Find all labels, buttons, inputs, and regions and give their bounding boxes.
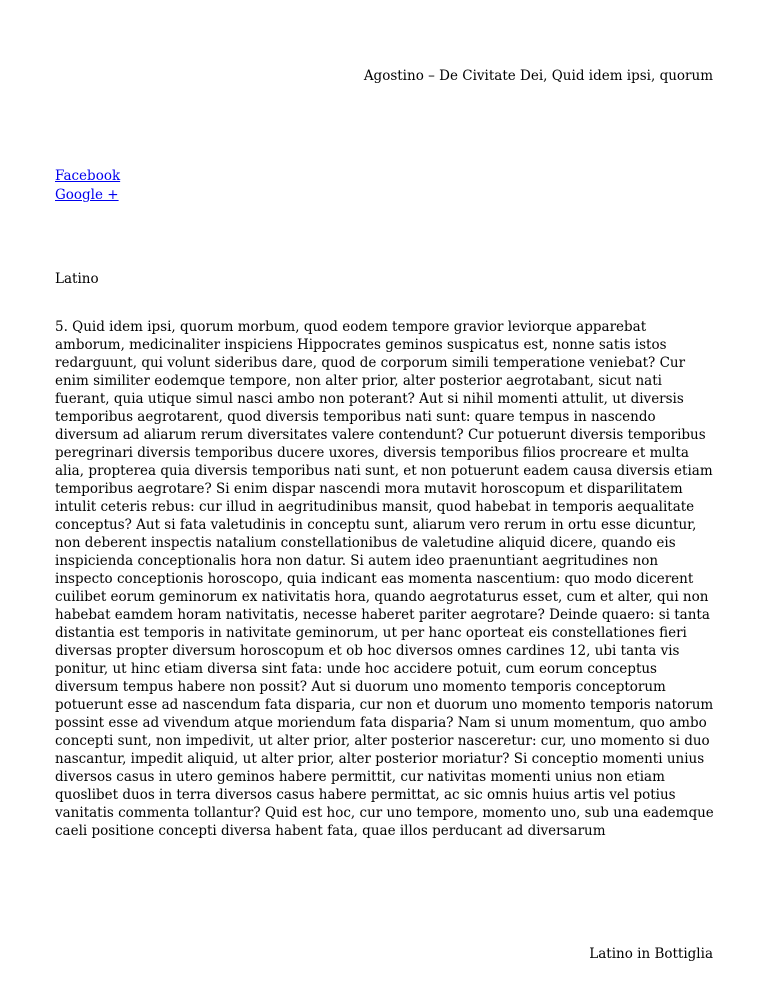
page-footer: Latino in Bottiglia bbox=[589, 946, 713, 962]
facebook-link[interactable]: Facebook bbox=[55, 168, 121, 184]
share-links bbox=[55, 167, 120, 205]
google-plus-link[interactable]: Google + bbox=[55, 187, 119, 203]
body-text: 5. Quid idem ipsi, quorum morbum, quod eodem tempore gravior leviorque apparebat amborum, medicinaliter inspiciens Hippocrates geminos suspicatus est, nonne satis istos redarguunt, qui volunt sideribus dare, quod de corporum simili temperatione veniebat? Cur enim similiter eodemque tempore, non alter prior, alter posterior aegrotabant, sicut nati fuerant, quia utique simul nasci ambo non poterant? Aut si nihil momenti attulit, ut diversis temporibus aegrotarent, quod diversis temporibus nati sunt: quare tempus in nascendo diversum ad aliarum rerum diversitates valere contendunt? Cur potuerunt diversis temporibus peregrinari diversis temporibus ducere uxores, diversis temporibus filios procreare et multa alia, propterea quia diversis temporibus nati sunt, et non potuerunt eadem causa diversis etiam temporibus aegrotare? Si enim dispar nascendi mora mutavit horoscopum et disparilitatem intulit ceteris rebus: cur illud in aegritudinibus mansit, quod habebat in temporis aequalitate conceptus? Aut si fata valetudinis in conceptu sunt, aliarum vero rerum in ortu esse dicuntur, non deberent inspectis natalium constellationibus de valetudine aliquid dicere, quando eis inspicienda conceptionalis hora non datur. Si autem ideo praenuntiant aegritudines non inspecto conceptionis horoscopo, quia indicant eas momenta nascentium: quo modo dicerent cuilibet eorum geminorum ex nativitatis hora, quando aegrotaturus esset, cum et alter, qui non habebat eamdem horam nativitatis, necesse haberet pariter aegrotare? Deinde quaero: si tanta distantia est temporis in nativitate geminorum, ut per hanc oporteat eis constellationes fieri diversas propter diversum horoscopum et ob hoc diversos omnes cardines 12, ubi tanta vis ponitur, ut hinc etiam diversa sint fata: unde hoc accidere potuit, cum eorum conceptus diversum tempus habere non possit? Aut si duorum uno momento temporis conceptorum potuerunt esse ad nascendum fata disparia, cur non et duorum uno momento temporis natorum possint esse ad vivendum atque moriendum fata disparia? Nam si unum momentum, quo ambo concepti sunt, non impedivit, ut alter prior, alter posterior nasceretur: cur, uno momento si duo nascantur, impedit aliquid, ut alter prior, alter posterior moriatur? Si conceptio momenti unius diversos casus in utero geminos habere permittit, cur nativitas momenti unius non etiam quoslibet duos in terra diversos casus habere permittat, ac sic omnis huius artis vel potius vanitatis commenta tollantur? Quid est hoc, cur uno tempore, momento uno, sub una eademque caeli positione concepti diversa habent fata, quae illos perducant ad diversarum bbox=[55, 319, 714, 839]
page-header-title: Agostino – De Civitate Dei, Quid idem ipsi, quorum bbox=[363, 68, 713, 84]
section-label-latino: Latino bbox=[55, 271, 99, 287]
